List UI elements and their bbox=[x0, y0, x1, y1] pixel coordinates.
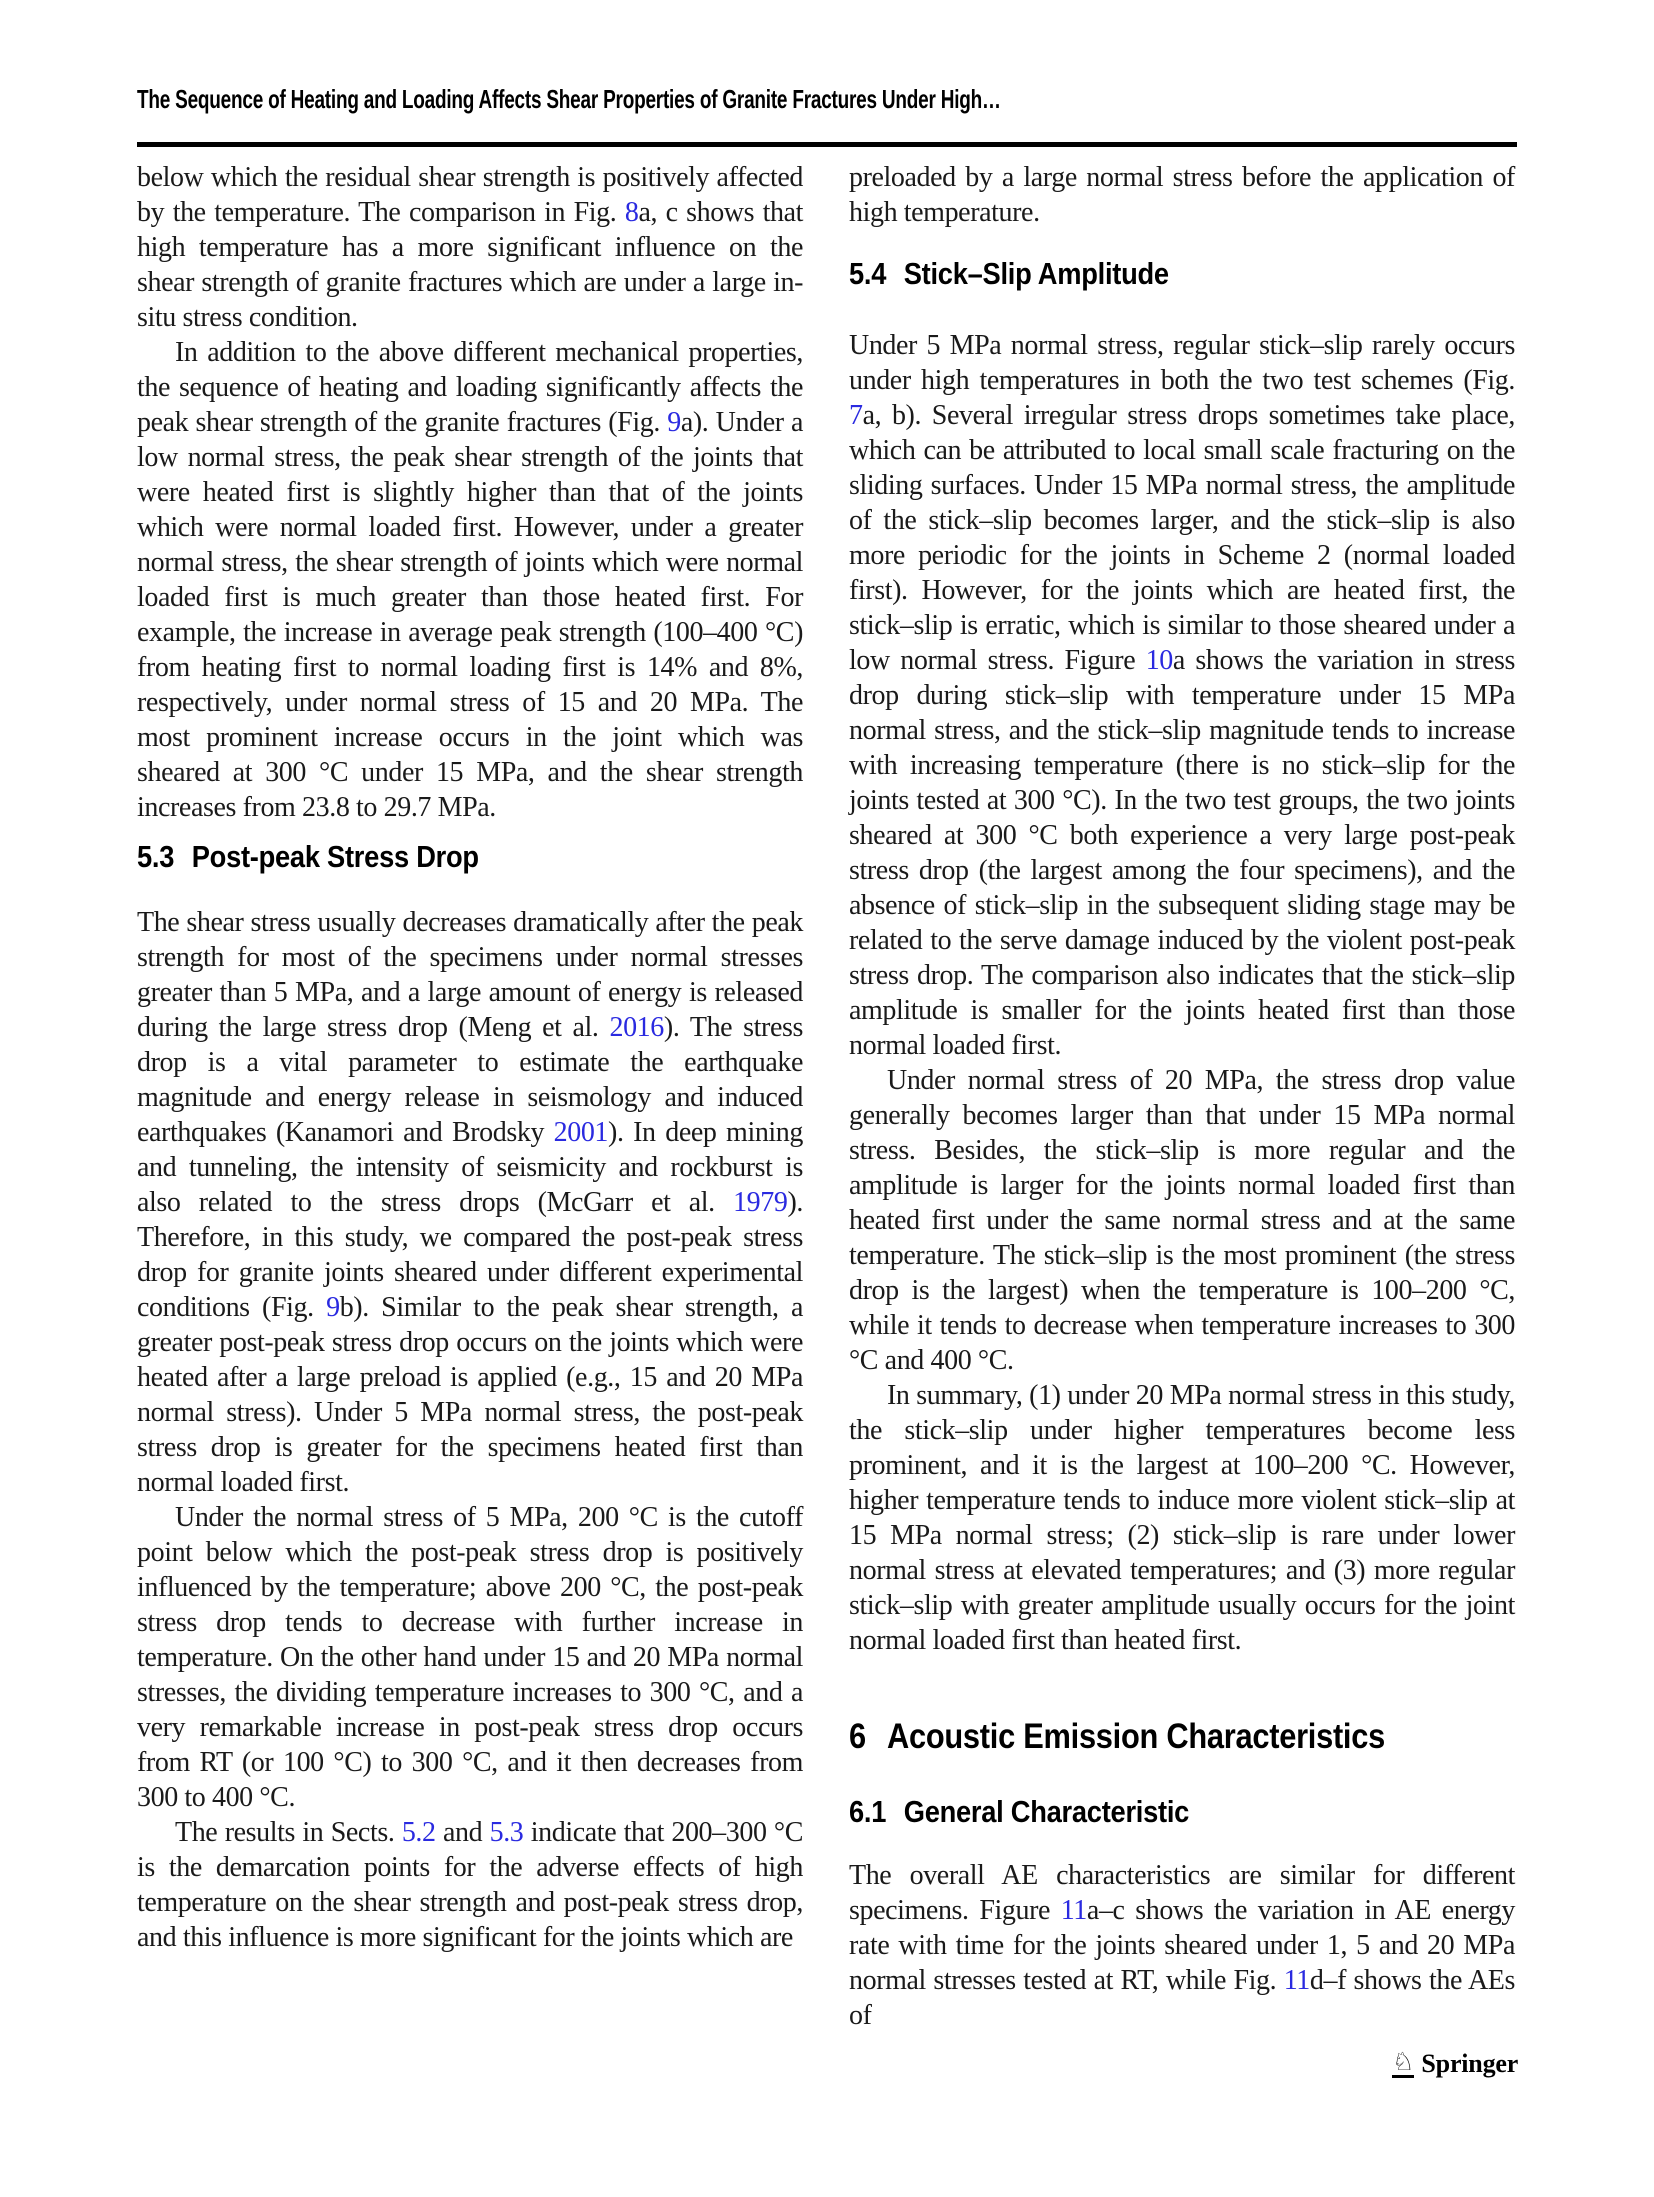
section-title: General Characteristic bbox=[903, 1794, 1190, 1829]
paragraph bbox=[849, 160, 1515, 230]
text-segment: indicate that 200–300 °C is the demarcation points for the adverse effects of high temperature on the shear strength and post-peak stress drop, and this influence is more significant for the joints which are bbox=[137, 1817, 803, 1953]
section-number: 5.3 bbox=[137, 839, 175, 874]
cross-reference-link[interactable]: 1979 bbox=[733, 1187, 788, 1218]
paragraph bbox=[137, 160, 803, 335]
section-heading-6 bbox=[849, 1716, 1435, 1758]
cross-reference-link[interactable]: 5.3 bbox=[489, 1817, 524, 1848]
section-number: 5.4 bbox=[849, 256, 887, 291]
publisher-name: Springer bbox=[1421, 2049, 1519, 2078]
text-segment: ). The stress drop is a vital parameter to estimate the earthquake magnitude and energy release in seismology and induced earthquakes (Kanamori and Brodsky bbox=[137, 1012, 803, 1148]
header-rule bbox=[137, 142, 1517, 147]
paragraph bbox=[137, 1500, 803, 1815]
text-segment: a, b). Several irregular stress drops sometimes take place, which can be attributed to local small scale fracturing on the sliding surfaces. Under 15 MPa normal stress, the amplitude of the stick–slip becomes larger, and the stick–slip is also more periodic for the joints in Scheme 2 (normal loaded first). However, for the joints which are heated first, the stick–slip is erratic, which is similar to those sheared under a low normal stress. Figure bbox=[849, 400, 1515, 676]
section-number: 6 bbox=[849, 1717, 866, 1756]
section-heading-5.3 bbox=[137, 839, 723, 875]
text-segment: ). Therefore, in this study, we compared the post-peak stress drop for granite joints sheared under different experimental conditions (Fig. bbox=[137, 1187, 803, 1323]
text-segment: Under the normal stress of 5 MPa, 200 °C is the cutoff point below which the post-peak stress drop is positively influenced by the temperature; above 200 °C, the post-peak stress drop tends to decrease with further increase in temperature. On the other hand under 15 and 20 MPa normal stresses, the dividing temperature increases to 300 °C, and a very remarkable increase in post-peak stress drop occurs from RT (or 100 °C) to 300 °C, and it then decreases from 300 to 400 °C. bbox=[137, 1502, 803, 1813]
text-segment: a). Under a low normal stress, the peak shear strength of the joints that were heated first is slightly higher than that of the joints which were normal loaded first. However, under a greater normal stress, the shear strength of joints which were normal loaded first is much greater than those heated first. For example, the increase in average peak strength (100–400 °C) from heating first to normal loading first is 14% and 8%, respectively, under normal stress of 15 and 20 MPa. The most prominent increase occurs in the joint which was sheared at 300 °C under 15 MPa, and the shear strength increases from 23.8 to 29.7 MPa. bbox=[137, 407, 803, 823]
cross-reference-link[interactable]: 11 bbox=[1283, 1965, 1310, 1996]
paragraph bbox=[849, 328, 1515, 1063]
cross-reference-link[interactable]: 10 bbox=[1145, 645, 1173, 676]
cross-reference-link[interactable]: 5.2 bbox=[401, 1817, 436, 1848]
text-segment: a shows the variation in stress drop during stick–slip with temperature under 15 MPa normal stress, and the stick–slip magnitude tends to increase with increasing temperature (there is no stick–slip for the joints tested at 300 °C). In the two test groups, the two joints sheared at 300 °C both experience a very large post-peak stress drop (the largest among the four specimens), and the absence of stick–slip in the subsequent sliding stage may be related to the serve damage induced by the violent post-peak stress drop. The comparison also indicates that the stick–slip amplitude is smaller for the joints heated first than those normal loaded first. bbox=[849, 645, 1515, 1061]
cross-reference-link[interactable]: 8 bbox=[624, 197, 639, 228]
text-segment: Under 5 MPa normal stress, regular stick–slip rarely occurs under high temperatures in both the two test schemes (Fig. bbox=[849, 330, 1515, 396]
cross-reference-link[interactable]: 7 bbox=[849, 400, 863, 431]
paragraph bbox=[137, 1815, 803, 1955]
cross-reference-link[interactable]: 9 bbox=[667, 407, 681, 438]
section-title: Post-peak Stress Drop bbox=[191, 839, 479, 874]
text-segment: and bbox=[435, 1817, 490, 1848]
section-title: Stick–Slip Amplitude bbox=[903, 256, 1169, 291]
springer-knight-icon: ♘ bbox=[1392, 2047, 1415, 2076]
text-segment: b). Similar to the peak shear strength, a greater post-peak stress drop occurs on the joints which were heated after a large preload is applied (e.g., 15 and 20 MPa normal stress). Under 5 MPa normal stress, the post-peak stress drop is greater for the specimens heated first than normal loaded first. bbox=[137, 1292, 803, 1498]
text-segment: below which the residual shear strength is positively affected by the temperature. The comparison in Fig. bbox=[137, 162, 803, 228]
paragraph bbox=[849, 1063, 1515, 1378]
text-segment: In summary, (1) under 20 MPa normal stress in this study, the stick–slip under higher temperatures become less prominent, and it is the largest at 100–200 °C. However, higher temperature tends to induce more violent stick–slip at 15 MPa normal stress; (2) stick–slip is rare under lower normal stress at elevated temperatures; and (3) more regular stick–slip with greater amplitude usually occurs for the joint normal loaded first than heated first. bbox=[849, 1380, 1515, 1656]
left-column bbox=[137, 160, 803, 1955]
section-number: 6.1 bbox=[849, 1794, 887, 1829]
text-segment: d–f shows the AEs of bbox=[849, 1965, 1515, 2031]
text-segment: preloaded by a large normal stress before the application of high temperature. bbox=[849, 162, 1515, 228]
text-segment: The results in Sects. bbox=[175, 1817, 402, 1848]
text-segment: Under normal stress of 20 MPa, the stress drop value generally becomes larger than that under 15 MPa normal stress. Besides, the stick–slip is more regular and the amplitude is larger for the joints normal loaded first than heated first under the same normal stress and at the same temperature. The stick–slip is the most prominent (the stress drop is the largest) when the temperature is 100–200 °C, while it tends to decrease when temperature increases to 300 °C and 400 °C. bbox=[849, 1065, 1515, 1376]
text-segment: In addition to the above different mechanical properties, the sequence of heating and loading significantly affects the peak shear strength of the granite fractures (Fig. bbox=[137, 337, 803, 438]
text-segment: The overall AE characteristics are similar for different specimens. Figure bbox=[849, 1860, 1515, 1926]
text-segment: a, c shows that high temperature has a more significant influence on the shear strength of granite fractures which are under a large in-situ stress condition. bbox=[137, 197, 804, 333]
section-heading-6.1 bbox=[849, 1794, 1435, 1830]
running-head bbox=[137, 84, 1517, 115]
section-title: Acoustic Emission Characteristics bbox=[886, 1717, 1385, 1756]
springer-logo bbox=[1392, 2049, 1518, 2078]
text-segment: a–c shows the variation in AE energy rate with time for the joints sheared under 1, 5 and 20 MPa normal stresses tested at RT, while Fig. bbox=[849, 1895, 1515, 1996]
paragraph bbox=[849, 1378, 1515, 1658]
text-segment: The shear stress usually decreases dramatically after the peak strength for most of the specimens under normal stresses greater than 5 MPa, and a large amount of energy is released during the large stress drop (Meng et al. bbox=[137, 907, 803, 1043]
cross-reference-link[interactable]: 9 bbox=[326, 1292, 340, 1323]
text-segment: ). In deep mining and tunneling, the intensity of seismicity and rockburst is also related to the stress drops (McGarr et al. bbox=[137, 1117, 803, 1218]
cross-reference-link[interactable]: 11 bbox=[1060, 1895, 1087, 1926]
paragraph bbox=[849, 1858, 1515, 2033]
right-column bbox=[849, 160, 1515, 2033]
paragraph bbox=[137, 335, 803, 825]
running-head-title: The Sequence of Heating and Loading Affects Shear Properties of Granite Fractures Under High… bbox=[137, 84, 1001, 114]
paragraph bbox=[137, 905, 803, 1500]
section-heading-5.4 bbox=[849, 256, 1435, 292]
cross-reference-link[interactable]: 2001 bbox=[553, 1117, 609, 1148]
cross-reference-link[interactable]: 2016 bbox=[609, 1012, 664, 1043]
